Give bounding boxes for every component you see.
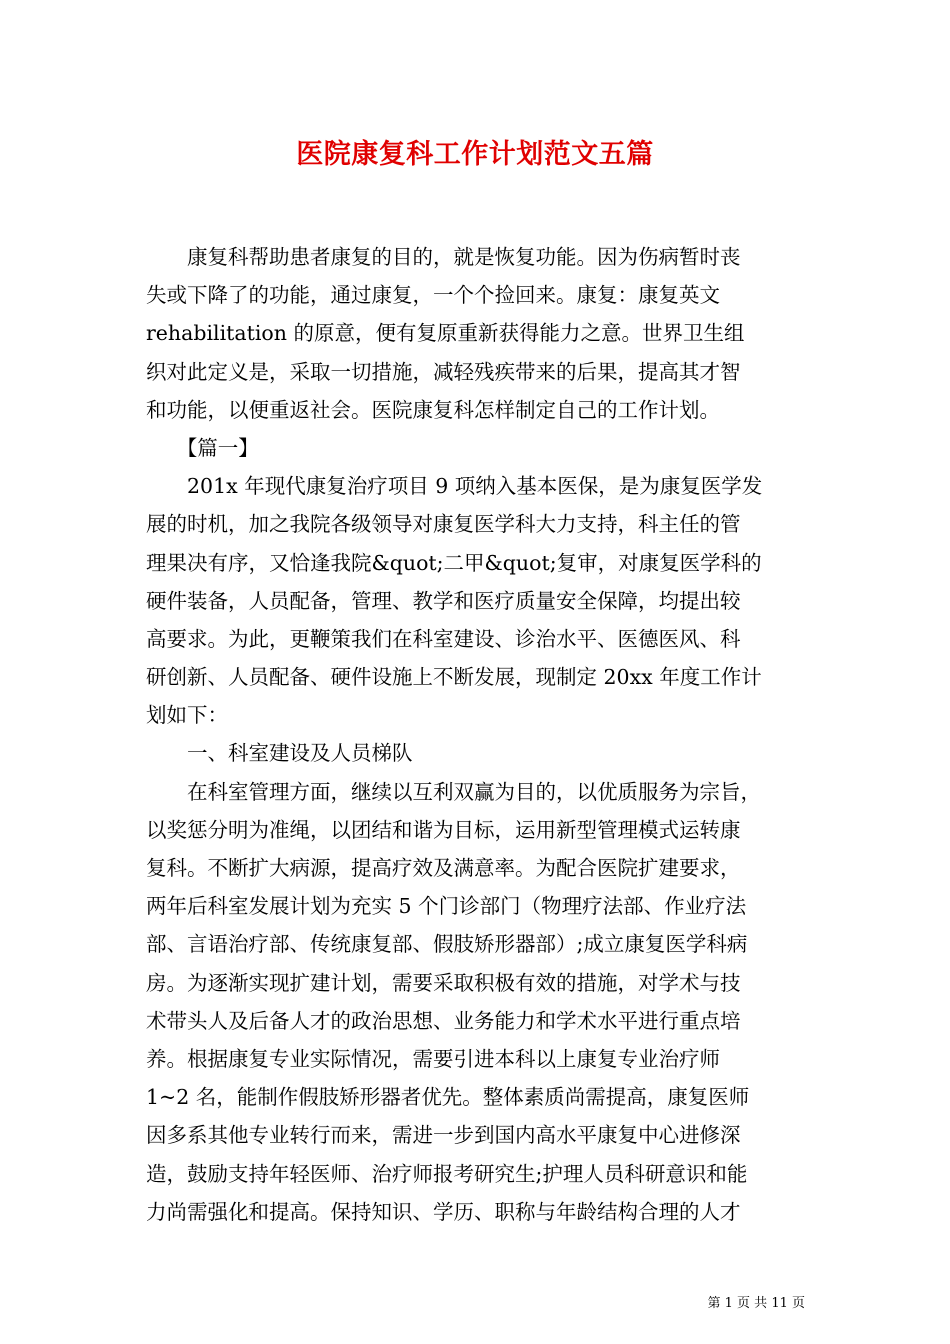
- text-line: 部、言语治疗部、传统康复部、假肢矫形器部）;成立康复医学科病: [146, 932, 748, 957]
- text-line: 失或下降了的功能，通过康复，一个个捡回来。康复：康复英文: [146, 283, 720, 308]
- text-line: rehabilitation 的原意，便有复原重新获得能力之意。世界卫生组: [146, 321, 745, 346]
- page-number-footer: 第 1 页 共 11 页: [707, 1296, 805, 1311]
- text-line: 造，鼓励支持年轻医师、治疗师报考研究生;护理人员科研意识和能: [146, 1161, 748, 1186]
- text-line: 复科。不断扩大病源，提高疗效及满意率。为配合医院扩建要求，: [146, 856, 741, 880]
- text-line: 以奖惩分明为准绳，以团结和谐为目标，运用新型管理模式运转康: [146, 817, 741, 842]
- text-line: 研创新、人员配备、硬件设施上不断发展，现制定 20xx 年度工作计: [146, 665, 762, 690]
- text-line: 康复科帮助患者康复的目的，就是恢复功能。因为伤病暂时丧: [146, 245, 741, 269]
- text-line: 在科室管理方面，继续以互利双赢为目的，以优质服务为宗旨，: [146, 779, 761, 804]
- text-line: 织对此定义是，采取一切措施，减轻残疾带来的后果，提高其才智: [146, 359, 741, 384]
- text-line: 201x 年现代康复治疗项目 9 项纳入基本医保，是为康复医学发: [146, 474, 763, 499]
- text-line: 高要求。为此，更鞭策我们在科室建设、诊治水平、医德医风、科: [146, 626, 741, 651]
- text-line: 房。为逐渐实现扩建计划，需要采取积极有效的措施，对学术与技: [146, 970, 741, 995]
- text-line: 硬件装备，人员配备，管理、教学和医疗质量安全保障，均提出较: [146, 588, 741, 613]
- text-line: 养。根据康复专业实际情况，需要引进本科以上康复专业治疗师: [146, 1046, 720, 1071]
- text-line: 理果决有序，又恰逢我院&quot;二甲&quot;复审，对康复医学科的: [146, 550, 762, 575]
- document-body: [146, 238, 810, 1231]
- text-line: 1~2 名，能制作假肢矫形器者优先。整体素质尚需提高，康复医师: [146, 1085, 750, 1110]
- text-line: 术带头人及后备人才的政治思想、业务能力和学术水平进行重点培: [146, 1008, 741, 1033]
- text-line: 两年后科室发展计划为充实 5 个门诊部门（物理疗法部、作业疗法: [146, 894, 747, 919]
- text-line: 因多系其他专业转行而来，需进一步到国内高水平康复中心进修深: [146, 1123, 741, 1148]
- document-title: 医院康复科工作计划范文五篇: [296, 139, 654, 170]
- text-line: 划如下：: [146, 703, 228, 728]
- text-line: 一、科室建设及人员梯队: [146, 741, 413, 766]
- text-line: 和功能，以便重返社会。医院康复科怎样制定自己的工作计划。: [146, 397, 720, 422]
- text-line: 【篇一】: [146, 435, 259, 460]
- text-line: 力尚需强化和提高。保持知识、学历、职称与年龄结构合理的人才: [146, 1199, 741, 1224]
- text-line: 展的时机，加之我院各级领导对康复医学科大力支持，科主任的管: [146, 512, 741, 537]
